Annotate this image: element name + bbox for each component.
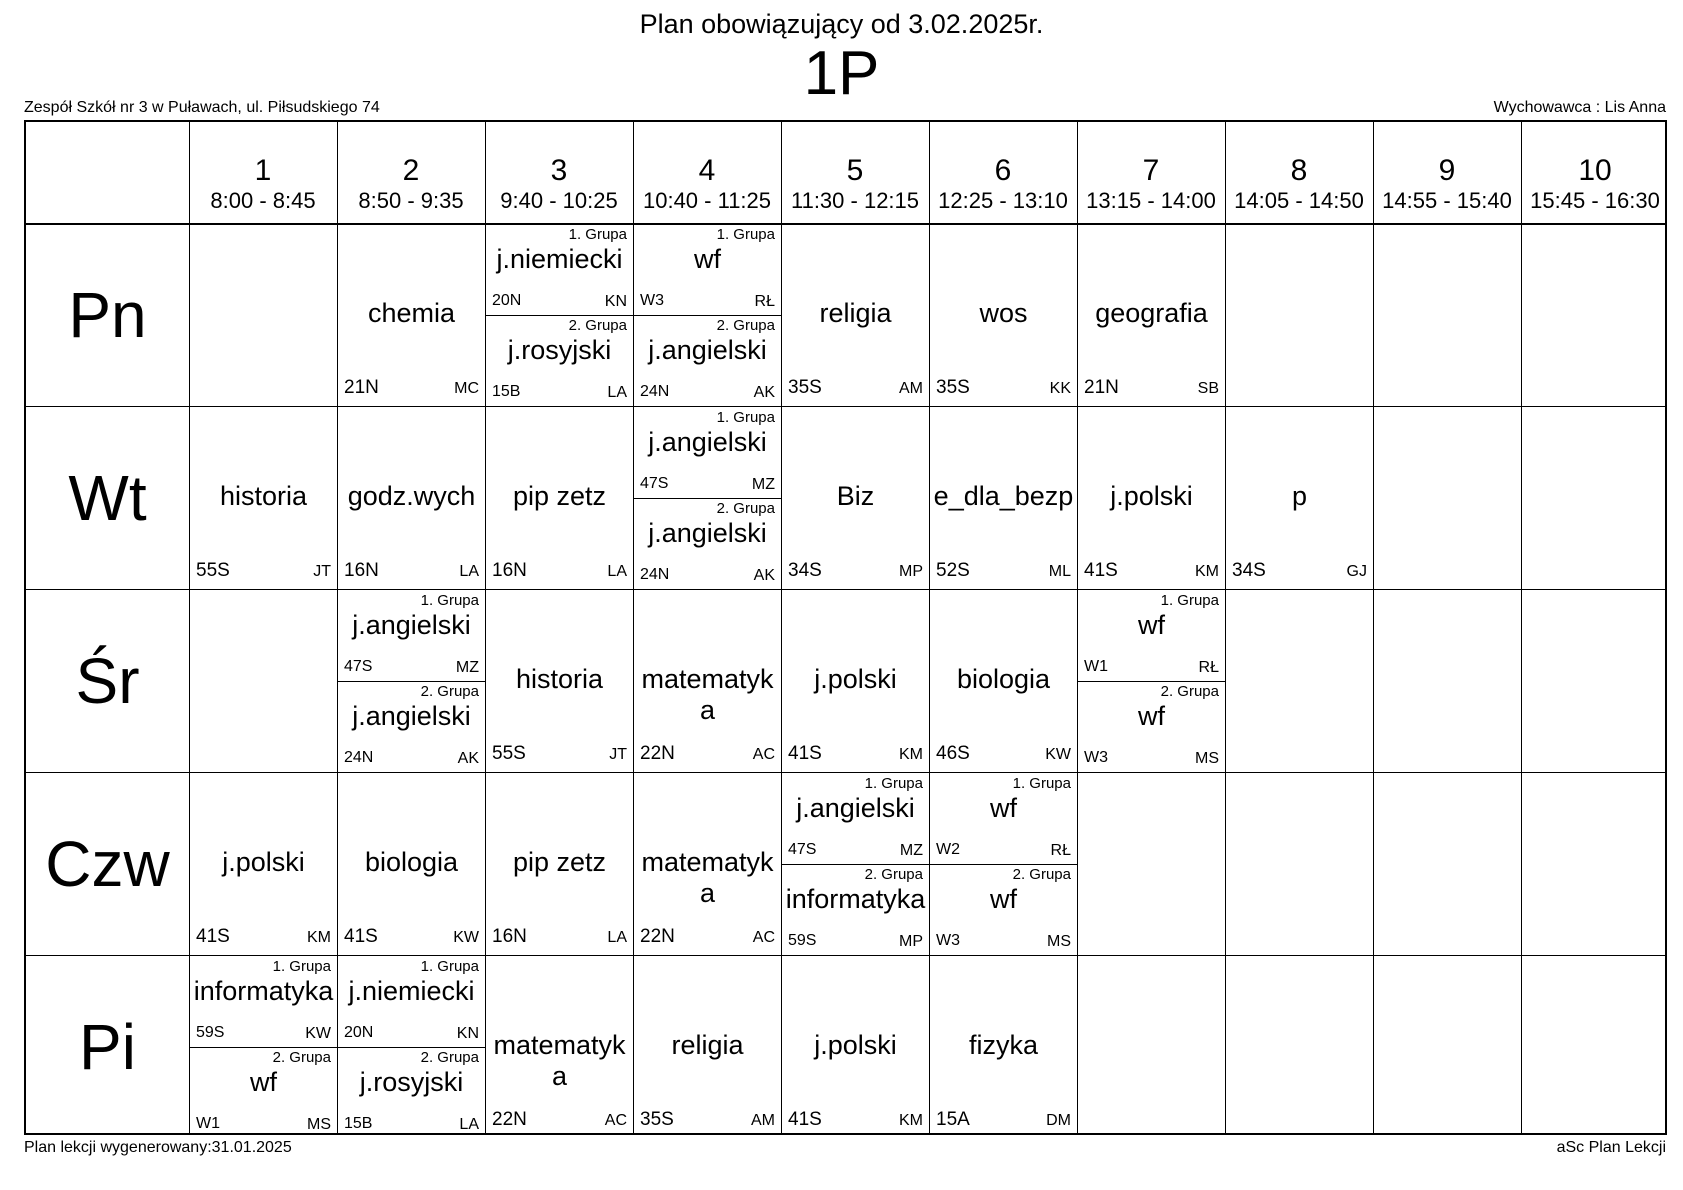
teacher-code: MS: [307, 1116, 331, 1133]
teacher-code: AM: [899, 380, 923, 397]
room-number: W1: [1084, 658, 1108, 675]
room-number: 59S: [196, 1024, 225, 1041]
teacher-code: AK: [753, 567, 775, 584]
teacher-code: KM: [899, 1112, 923, 1129]
subject-name: pip zetz: [512, 481, 607, 511]
period-header: [485, 122, 633, 223]
lesson-cell[interactable]: [486, 224, 633, 406]
group-label: 2. Grupa: [420, 683, 479, 700]
lesson-cell[interactable]: [1078, 224, 1225, 406]
room-number: 20N: [344, 1024, 374, 1041]
period-header: [1225, 122, 1373, 223]
subject-name: j.polski: [222, 847, 305, 877]
group-divider: [782, 864, 929, 865]
lesson-cell[interactable]: [338, 956, 485, 1138]
teacher-code: RŁ: [754, 293, 775, 310]
group-label: 1. Grupa: [272, 958, 331, 975]
period-number: 9: [1438, 154, 1456, 187]
subject-name: fizyka: [968, 1030, 1039, 1060]
teacher-code: ML: [1048, 563, 1071, 580]
school-name: Zespół Szkół nr 3 w Puławach, ul. Piłsudskiego 74: [24, 99, 380, 116]
lesson-cell[interactable]: [782, 224, 929, 406]
room-number: 15B: [344, 1115, 373, 1132]
room-number: 21N: [1084, 377, 1119, 398]
teacher-code: KW: [305, 1025, 331, 1042]
group-lesson[interactable]: [338, 681, 485, 772]
generated-date: Plan lekcji wygenerowany:31.01.2025: [24, 1139, 292, 1156]
subject-name: j.angielski: [648, 335, 767, 365]
period-number: 5: [846, 154, 864, 187]
teacher-code: AM: [751, 1112, 775, 1129]
teacher-code: MZ: [455, 659, 479, 676]
room-number: 24N: [344, 749, 374, 766]
column-divider: [1373, 122, 1374, 1133]
period-header: [633, 122, 781, 223]
column-divider: [1225, 122, 1226, 1133]
room-number: 21N: [344, 377, 379, 398]
period-time: 8:00 - 8:45: [210, 188, 316, 213]
teacher-code: MZ: [751, 476, 775, 493]
teacher-code: MS: [1195, 750, 1219, 767]
lesson-cell[interactable]: [338, 224, 485, 406]
room-number: W3: [640, 292, 664, 309]
teacher-code: GJ: [1346, 563, 1367, 580]
subject-name: j.rosyjski: [359, 1067, 464, 1097]
subject-name: religia: [671, 1030, 744, 1060]
group-label: 2. Grupa: [1012, 866, 1071, 883]
period-header: [1521, 122, 1669, 223]
subject-name: j.niemiecki: [348, 976, 475, 1006]
group-divider: [1078, 681, 1225, 682]
subject-name: biologia: [364, 847, 459, 877]
group-lesson[interactable]: [634, 498, 781, 589]
lesson-cell[interactable]: [930, 407, 1077, 589]
room-number: 35S: [788, 377, 822, 398]
subject-name: j.angielski: [352, 701, 471, 731]
teacher-code: DM: [1046, 1112, 1071, 1129]
subject-name: matematyka: [493, 1030, 626, 1091]
group-label: 2. Grupa: [716, 500, 775, 517]
group-divider: [634, 315, 781, 316]
room-number: 41S: [788, 743, 822, 764]
teacher-code: KN: [604, 293, 627, 310]
period-number: 8: [1290, 154, 1308, 187]
subject-name: j.angielski: [352, 610, 471, 640]
room-number: 41S: [1084, 560, 1118, 581]
timetable-grid: [24, 120, 1667, 1135]
period-header: [781, 122, 929, 223]
software-name: aSc Plan Lekcji: [1556, 1139, 1666, 1156]
room-number: 52S: [936, 560, 970, 581]
lesson-cell[interactable]: [634, 956, 781, 1138]
lesson-cell[interactable]: [190, 407, 337, 589]
subject-name: pip zetz: [512, 847, 607, 877]
room-number: 55S: [196, 560, 230, 581]
group-label: 2. Grupa: [716, 317, 775, 334]
subject-name: informatyka: [193, 976, 334, 1006]
teacher-code: KM: [307, 929, 331, 946]
lesson-cell[interactable]: [930, 224, 1077, 406]
lesson-cell[interactable]: [486, 407, 633, 589]
plan-title: Plan obowiązujący od 3.02.2025r.: [639, 9, 1044, 39]
period-time: 9:40 - 10:25: [500, 188, 618, 213]
period-header: [929, 122, 1077, 223]
group-lesson[interactable]: [930, 773, 1077, 864]
group-lesson[interactable]: [190, 1047, 337, 1138]
room-number: 55S: [492, 743, 526, 764]
teacher-code: MP: [899, 563, 923, 580]
room-number: 16N: [492, 560, 527, 581]
group-divider: [930, 864, 1077, 865]
group-lesson[interactable]: [1078, 590, 1225, 681]
subject-name: e_dla_bezp: [933, 481, 1074, 511]
group-label: 2. Grupa: [568, 317, 627, 334]
period-number: 6: [994, 154, 1012, 187]
room-number: 16N: [344, 560, 379, 581]
group-lesson[interactable]: [338, 956, 485, 1047]
teacher-code: AK: [753, 384, 775, 401]
period-header: [337, 122, 485, 223]
group-label: 2. Grupa: [864, 866, 923, 883]
group-lesson[interactable]: [338, 1047, 485, 1138]
lesson-cell[interactable]: [634, 773, 781, 955]
group-label: 2. Grupa: [1160, 683, 1219, 700]
teacher-code: MS: [1047, 933, 1071, 950]
group-lesson[interactable]: [486, 315, 633, 406]
room-number: 22N: [492, 1109, 527, 1130]
room-number: 47S: [788, 841, 817, 858]
period-number: 10: [1578, 154, 1612, 187]
lesson-cell[interactable]: [782, 956, 929, 1138]
lesson-cell[interactable]: [634, 224, 781, 406]
period-number: 2: [402, 154, 420, 187]
teacher-code: LA: [459, 1116, 479, 1133]
room-number: 41S: [196, 926, 230, 947]
lesson-cell[interactable]: [486, 773, 633, 955]
lesson-cell[interactable]: [486, 956, 633, 1138]
teacher-code: KW: [453, 929, 479, 946]
period-number: 3: [550, 154, 568, 187]
subject-name: wf: [694, 244, 721, 274]
subject-name: chemia: [367, 298, 456, 328]
room-number: 24N: [640, 383, 670, 400]
subject-name: j.rosyjski: [507, 335, 612, 365]
period-header: [1077, 122, 1225, 223]
subject-name: j.angielski: [648, 427, 767, 457]
room-number: 34S: [1232, 560, 1266, 581]
period-time: 8:50 - 9:35: [358, 188, 464, 213]
room-number: 20N: [492, 292, 522, 309]
room-number: 24N: [640, 566, 670, 583]
lesson-cell[interactable]: [338, 407, 485, 589]
room-number: W3: [1084, 749, 1108, 766]
group-lesson[interactable]: [782, 773, 929, 864]
lesson-cell[interactable]: [782, 407, 929, 589]
room-number: 41S: [788, 1109, 822, 1130]
lesson-cell[interactable]: [486, 590, 633, 772]
lesson-cell[interactable]: [634, 407, 781, 589]
group-divider: [338, 681, 485, 682]
teacher-code: SB: [1197, 380, 1219, 397]
teacher-code: LA: [459, 563, 479, 580]
room-number: 47S: [640, 475, 669, 492]
room-number: 35S: [640, 1109, 674, 1130]
subject-name: wos: [979, 298, 1028, 328]
subject-name: wf: [990, 884, 1017, 914]
lesson-cell[interactable]: [930, 590, 1077, 772]
room-number: 41S: [344, 926, 378, 947]
group-label: 1. Grupa: [420, 592, 479, 609]
lesson-cell[interactable]: [338, 773, 485, 955]
teacher-code: AC: [752, 929, 775, 946]
period-number: 4: [698, 154, 716, 187]
group-lesson[interactable]: [634, 315, 781, 406]
group-lesson[interactable]: [930, 864, 1077, 955]
teacher-code: AK: [457, 750, 479, 767]
subject-name: j.angielski: [796, 793, 915, 823]
column-divider: [1521, 122, 1522, 1133]
room-number: W3: [936, 932, 960, 949]
teacher-code: KM: [1195, 563, 1219, 580]
group-divider: [486, 315, 633, 316]
subject-name: godz.wych: [347, 481, 476, 511]
lesson-cell[interactable]: [634, 590, 781, 772]
teacher-code: KW: [1045, 746, 1071, 763]
group-lesson[interactable]: [634, 224, 781, 315]
room-number: 22N: [640, 743, 675, 764]
period-time: 15:45 - 16:30: [1530, 188, 1660, 213]
room-number: 15B: [492, 383, 521, 400]
period-time: 14:55 - 15:40: [1382, 188, 1512, 213]
subject-name: wf: [1138, 610, 1165, 640]
group-label: 1. Grupa: [568, 226, 627, 243]
teacher-code: MZ: [899, 842, 923, 859]
day-label: Śr: [75, 644, 140, 717]
group-label: 1. Grupa: [864, 775, 923, 792]
room-number: 46S: [936, 743, 970, 764]
group-label: 1. Grupa: [1012, 775, 1071, 792]
teacher-code: LA: [607, 929, 627, 946]
group-divider: [338, 1047, 485, 1048]
teacher-code: RŁ: [1198, 659, 1219, 676]
group-label: 1. Grupa: [420, 958, 479, 975]
teacher-code: MC: [454, 380, 479, 397]
room-number: 47S: [344, 658, 373, 675]
group-lesson[interactable]: [190, 956, 337, 1047]
period-time: 10:40 - 11:25: [642, 188, 772, 213]
subject-name: p: [1291, 481, 1308, 511]
room-number: 59S: [788, 932, 817, 949]
room-number: 22N: [640, 926, 675, 947]
subject-name: biologia: [956, 664, 1051, 694]
room-number: 34S: [788, 560, 822, 581]
period-number: 1: [254, 154, 272, 187]
group-label: 2. Grupa: [420, 1049, 479, 1066]
lesson-cell[interactable]: [338, 590, 485, 772]
lesson-cell[interactable]: [1078, 407, 1225, 589]
period-time: 13:15 - 14:00: [1086, 188, 1216, 213]
group-divider: [190, 1047, 337, 1048]
teacher-code: LA: [607, 563, 627, 580]
period-header: [189, 122, 337, 223]
teacher-code: LA: [607, 384, 627, 401]
subject-name: geografia: [1095, 298, 1208, 328]
period-time: 11:30 - 12:15: [790, 188, 920, 213]
lesson-cell[interactable]: [930, 773, 1077, 955]
period-number: 7: [1142, 154, 1160, 187]
subject-name: historia: [515, 664, 604, 694]
lesson-cell[interactable]: [1226, 407, 1373, 589]
room-number: 15A: [936, 1109, 970, 1130]
room-number: 35S: [936, 377, 970, 398]
lesson-cell[interactable]: [782, 773, 929, 955]
lesson-cell[interactable]: [1078, 590, 1225, 772]
group-divider: [634, 498, 781, 499]
period-time: 12:25 - 13:10: [938, 188, 1068, 213]
subject-name: j.polski: [814, 664, 897, 694]
subject-name: matematyka: [641, 664, 774, 725]
group-label: 1. Grupa: [716, 226, 775, 243]
room-number: W2: [936, 841, 960, 858]
day-label: Wt: [68, 461, 147, 534]
room-number: 16N: [492, 926, 527, 947]
group-lesson[interactable]: [782, 864, 929, 955]
teacher-code: MP: [899, 933, 923, 950]
teacher-code: AC: [752, 746, 775, 763]
group-lesson[interactable]: [486, 224, 633, 315]
homeroom-teacher: Wychowawca : Lis Anna: [1493, 99, 1666, 116]
subject-name: religia: [819, 298, 892, 328]
teacher-code: RŁ: [1050, 842, 1071, 859]
class-name: 1P: [803, 39, 880, 108]
group-label: 2. Grupa: [272, 1049, 331, 1066]
subject-name: j.polski: [1110, 481, 1193, 511]
room-number: W1: [196, 1115, 220, 1132]
lesson-cell[interactable]: [782, 590, 929, 772]
period-time: 14:05 - 14:50: [1234, 188, 1364, 213]
lesson-cell[interactable]: [190, 956, 337, 1138]
subject-name: matematyka: [641, 847, 774, 908]
teacher-code: KN: [456, 1025, 479, 1042]
day-label: Czw: [45, 827, 170, 900]
lesson-cell[interactable]: [930, 956, 1077, 1138]
period-header: [1373, 122, 1521, 223]
teacher-code: JT: [609, 746, 627, 763]
subject-name: historia: [219, 481, 308, 511]
subject-name: informatyka: [785, 884, 926, 914]
lesson-cell[interactable]: [190, 773, 337, 955]
subject-name: j.angielski: [648, 518, 767, 548]
teacher-code: KK: [1049, 380, 1071, 397]
subject-name: wf: [1138, 701, 1165, 731]
day-label: Pi: [79, 1010, 136, 1083]
subject-name: wf: [250, 1067, 277, 1097]
teacher-code: JT: [313, 563, 331, 580]
group-label: 1. Grupa: [1160, 592, 1219, 609]
teacher-code: KM: [899, 746, 923, 763]
day-label: Pn: [68, 278, 147, 351]
subject-name: Biz: [836, 481, 875, 511]
subject-name: j.polski: [814, 1030, 897, 1060]
subject-name: wf: [990, 793, 1017, 823]
subject-name: j.niemiecki: [496, 244, 623, 274]
group-lesson[interactable]: [634, 407, 781, 498]
group-lesson[interactable]: [338, 590, 485, 681]
group-label: 1. Grupa: [716, 409, 775, 426]
teacher-code: AC: [604, 1112, 627, 1129]
group-lesson[interactable]: [1078, 681, 1225, 772]
